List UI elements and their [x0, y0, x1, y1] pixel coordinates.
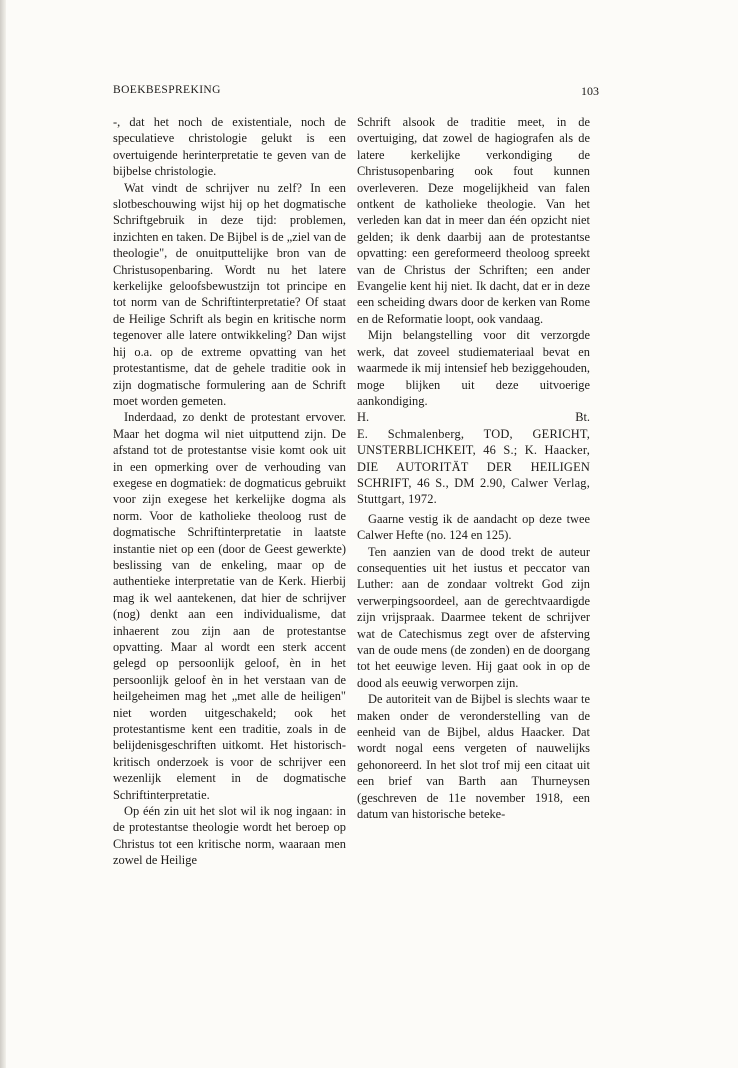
review-signature: [357, 409, 590, 425]
paragraph: Gaarne vestig ik de aandacht op deze twee Calwer Hefte (no. 124 en 125).: [357, 511, 590, 543]
review-body: [357, 511, 590, 823]
review-bibliographic-heading: E. Schmalenberg, TOD, GERICHT, UNSTERBLICHKEIT, 46 S.; K. Haacker, DIE AUTORITÄT DER HEILIGEN SCHRIFT, 46 S., DM 2.90, Calwer Verlag, Stuttgart, 1972.: [357, 426, 590, 507]
paragraph: Inderdaad, zo denkt de protestant ervover. Maar het dogma wil niet uitputtend zijn. De afstand tot de protestantse visie komt ook uit in een opmerking over de verhouding van exegese en dogmatiek: de dogmaticus gebruikt voor zijn exegese het kerkelijke dogma als norm. Voor de katholieke theoloog rust de dogmatische Schriftinterpretatie in laatste instantie niet op een (door de Geest gewerkte) beslissing van de enkeling, maar op de authentieke interpretatie van de Kerk. Hierbij mag ik wel aantekenen, dat hier de schrijver (nog) denkt aan een individualisme, dat inhaerent zou zijn aan de protestantse opvatting. Maar al wordt een sterk accent gelegd op persoonlijk geloof, èn in het persoonlijk geloof èn in het verstaan van de heilgeheimen mag het „met alle de heiligen" niet worden uitgeschakeld; ook het protestantisme kent een traditie, zoals in de belijdenisgeschriften uitkomt. Het historisch-kritisch onderzoek is voor de schrijver een wezenlijk element in de dogmatische Schriftinterpretatie.: [113, 410, 346, 802]
left-column: [113, 114, 346, 869]
paragraph: Mijn belangstelling voor dit verzorgde werk, dat zoveel studiemateriaal bevat en waarmede ik mij intensief heb beziggehouden, moge blijken uit deze uitvoerige aankondiging.: [357, 328, 590, 408]
right-column: [357, 114, 590, 822]
paragraph: Wat vindt de schrijver nu zelf? In een slotbeschouwing wijst hij op het dogmatische Schriftgebruik in deze tijd: problemen, inzichten en taken. De Bijbel is de „ziel van de theologie", de onuitputtelijke bron van de Christusopenbaring. Wordt nu het latere kerkelijke geloofsbewustzijn tot principe en tot norm van de Schriftinterpretatie? Of staat de Heilige Schrift als begin en kritische norm tegenover alle latere ontwikkeling? Dan wijst hij o.a. op de extreme opvatting van het protestantisme, dat de gehele traditie ook in zijn dogmatische formulering aan de Schrift moet worden gemeten.: [113, 180, 346, 408]
paragraph: -, dat het noch de existentiale, noch de speculatieve christologie gelukt is een overtuigende herinterpretatie te geven van de bijbelse christologie.: [113, 115, 346, 179]
page-number: 103: [581, 84, 599, 98]
signature-initial-right: Bt.: [575, 410, 590, 425]
running-head: BOEKBESPREKING: [113, 84, 221, 96]
paragraph: Op één zin uit het slot wil ik nog ingaan: in de protestantse theologie wordt het beroep op Christus tot een kritische norm, waaraan men zowel de Heilige: [113, 804, 346, 868]
page-header: [113, 84, 599, 100]
scan-edge-shadow: [0, 0, 6, 1068]
signature-initial-left: H.: [357, 410, 370, 425]
paragraph: Schrift alsook de traditie meet, in de overtuiging, dat zowel de hagiografen als de latere kerkelijke verkondiging de Christusopenbaring ook fout kunnen overleveren. Deze mogelijkheid van falen ontkent de katholieke theologie. Van het verleden kan dat in meer dan één opzicht niet gelden; ik denk daarbij aan de protestantse opvatting: een gereformeerd theoloog spreekt van de Christus der Schriften; een ander Evangelie kent hij niet. Ik dacht, dat er in deze een scheiding dwars door de kerken van Rome en de Reformatie loopt, ook vandaag.: [357, 115, 590, 326]
paragraph: Ten aanzien van de dood trekt de auteur consequenties uit het iustus et peccator van Luther: aan de zondaar voltrekt God zijn verwerpingsoordeel, aan de gerechtvaardigde zijn vrijspraak. Daarmee tekent de schrijver wat de Catechismus zegt over de afsterving van de oude mens (de zonden) en de doorgang tot het eeuwige leven. Hij gaat ook in op de dood als eeuwig verworpen zijn.: [357, 544, 590, 690]
paragraph: De autoriteit van de Bijbel is slechts waar te maken onder de veronderstelling van de eenheid van de Bijbel, aldus Haacker. Dat wordt nogal eens vergeten of nauwelijks gehonoreerd. In het slot trof mij een citaat uit een brief van Barth aan Thurneysen (geschreven de 11e november 1918, een datum van historische beteke-: [357, 692, 590, 822]
